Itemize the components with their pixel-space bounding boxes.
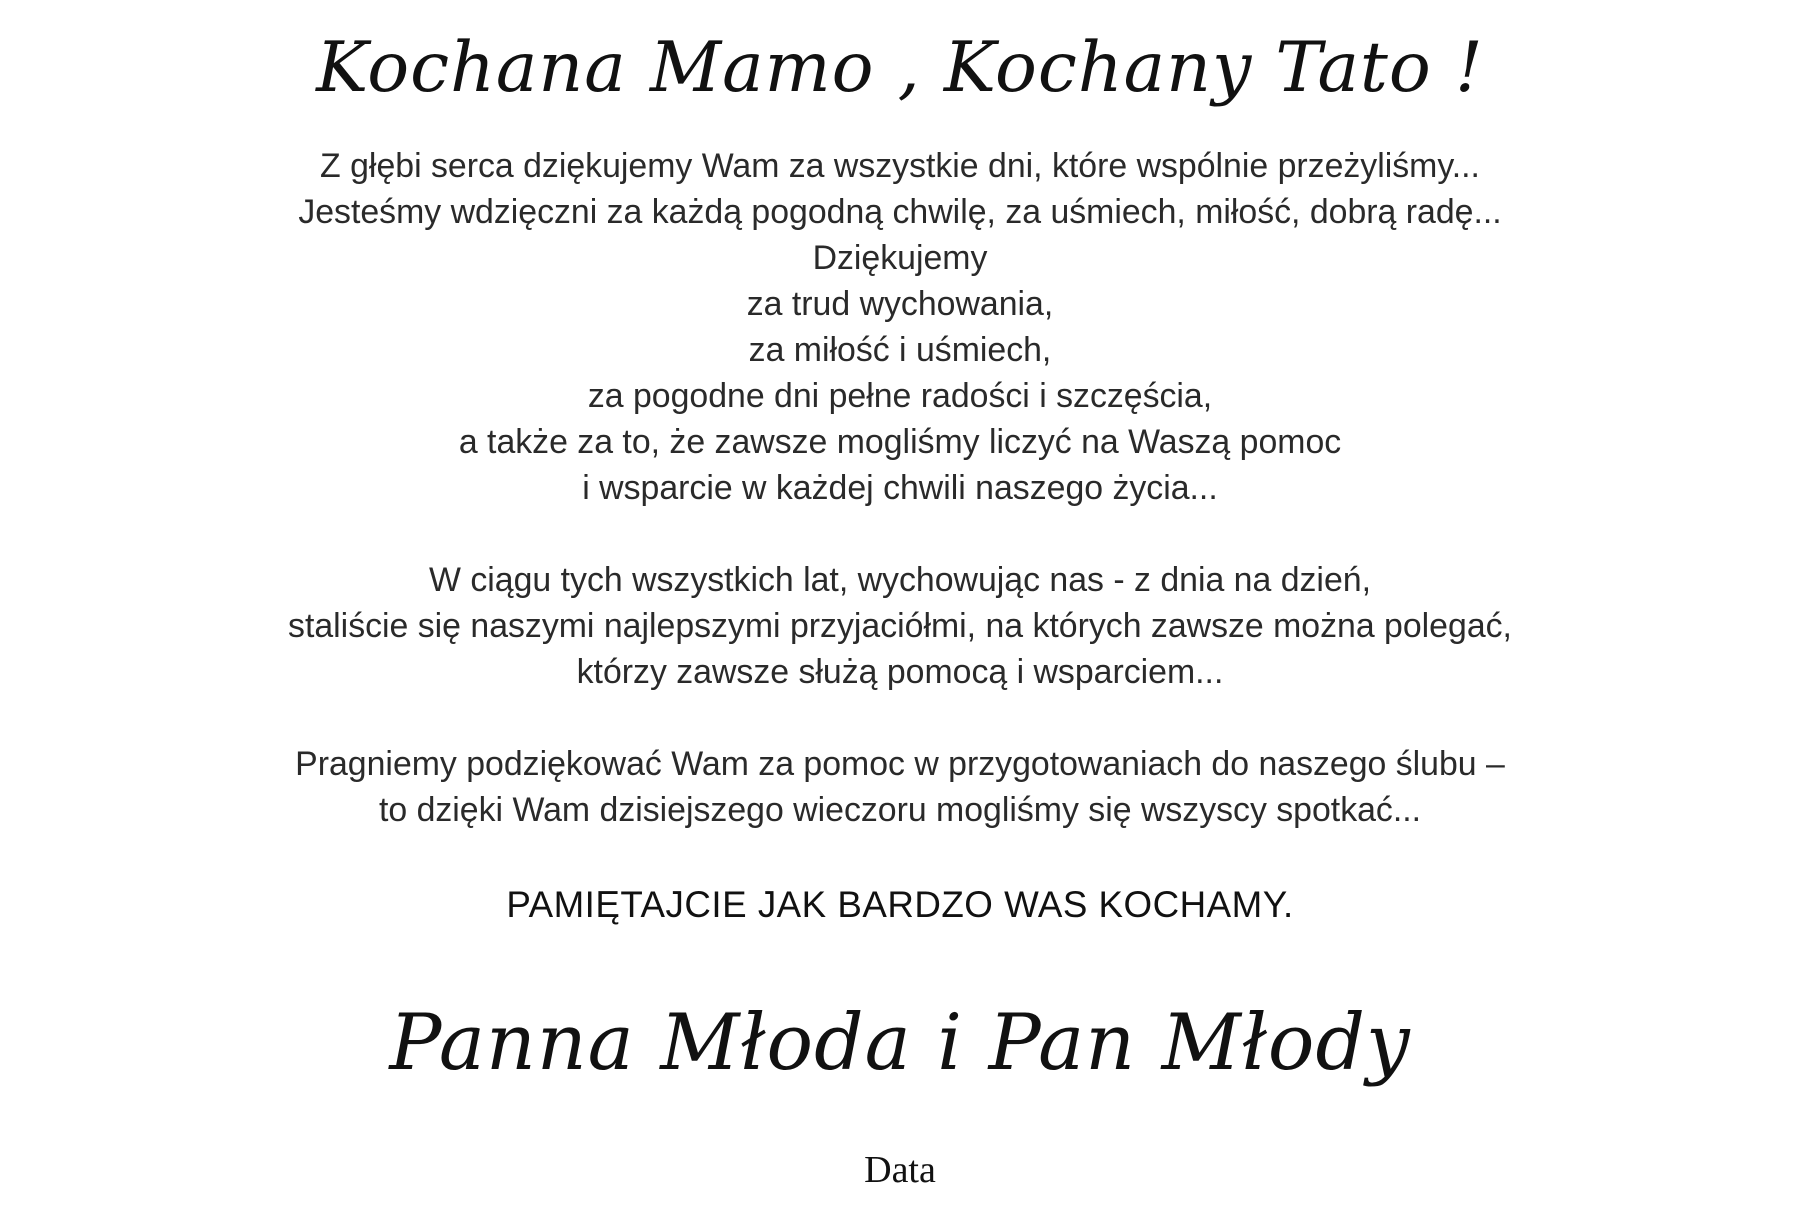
closing-statement: PAMIĘTAJCIE JAK BARDZO WAS KOCHAMY. [506, 884, 1294, 925]
paragraph-line: W ciągu tych wszystkich lat, wychowując nas - z dnia na dzień, [429, 561, 1371, 599]
paragraph-line: Pragniemy podziękować Wam za pomoc w przygotowaniach do naszego ślubu – [295, 745, 1505, 783]
paragraph-line: staliście się naszymi najlepszymi przyjaciółmi, na których zawsze można polegać, [288, 607, 1512, 645]
paragraph-line: a także za to, że zawsze mogliśmy liczyć na Waszą pomoc [458, 423, 1342, 461]
paragraph-line: Jesteśmy wdzięczni za każdą pogodną chwilę, za uśmiech, miłość, dobrą radę... [298, 193, 1502, 231]
paragraph-line: którzy zawsze służą pomocą i wsparciem... [576, 653, 1224, 691]
paragraph-friends [0, 557, 1800, 695]
paragraph-line: i wsparcie w każdej chwili naszego życia... [582, 469, 1218, 507]
paragraph-line: Dziękujemy [812, 239, 988, 277]
paragraph-gratitude [0, 143, 1800, 511]
date-label: Data [864, 1149, 936, 1191]
paragraph-line: za trud wychowania, [746, 285, 1054, 323]
paragraph-line: za pogodne dni pełne radości i szczęścia, [587, 377, 1213, 415]
letter-title: Kochana Mamo , Kochany Tato ! [316, 27, 1484, 108]
paragraph-wedding [0, 741, 1800, 833]
paragraph-line: za miłość i uśmiech, [748, 331, 1052, 369]
paragraph-line: to dzięki Wam dzisiejszego wieczoru mogliśmy się wszyscy spotkać... [378, 791, 1422, 829]
signature: Panna Młoda i Pan Młody [389, 998, 1411, 1088]
paragraph-line: Z głębi serca dziękujemy Wam za wszystkie dni, które wspólnie przeżyliśmy... [320, 147, 1480, 185]
